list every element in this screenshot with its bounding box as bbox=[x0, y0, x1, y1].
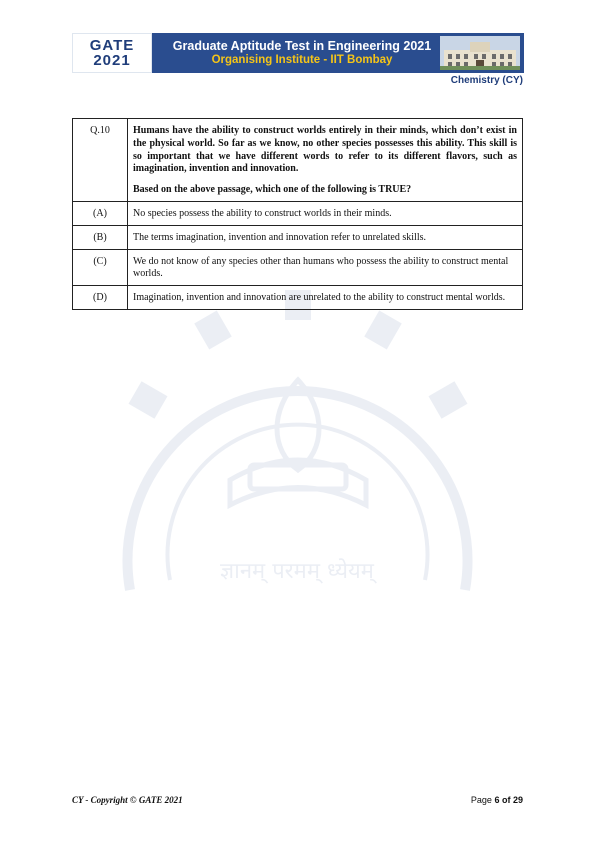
question-row bbox=[73, 119, 523, 202]
banner-title: Graduate Aptitude Test in Engineering 2021 bbox=[172, 39, 432, 54]
question-passage: Humans have the ability to construct worlds entirely in their minds, which don’t exist in the physical world. So far as we know, no other species possesses this ability. This skill is so important that we have different words to refer to its different flavors, such as imagination, invention and innovation. bbox=[133, 125, 517, 175]
option-row-c bbox=[73, 249, 523, 286]
question-text bbox=[128, 119, 523, 202]
question-number: Q.10 bbox=[73, 119, 128, 202]
building-image bbox=[440, 36, 520, 70]
question-prompt: Based on the above passage, which one of the following is TRUE? bbox=[133, 184, 412, 196]
banner-subtitle: Organising Institute - IIT Bombay bbox=[211, 53, 393, 66]
gate-logo bbox=[72, 33, 152, 73]
iit-bombay-watermark bbox=[70, 290, 525, 650]
page-of: of bbox=[501, 795, 511, 805]
watermark-motto: ज्ञानम् परमम् ध्येयम् bbox=[220, 559, 374, 584]
page-prefix: Page bbox=[470, 795, 492, 805]
option-label: (B) bbox=[73, 225, 128, 249]
header-banner bbox=[152, 33, 524, 73]
option-text: We do not know of any species other than humans who possess the ability to construct mental worlds. bbox=[128, 249, 523, 286]
page-number bbox=[471, 795, 523, 805]
option-text: The terms imagination, invention and innovation refer to unrelated skills. bbox=[128, 225, 523, 249]
page-total: 29 bbox=[512, 795, 523, 805]
option-label: (C) bbox=[73, 249, 128, 286]
option-row-d bbox=[73, 286, 523, 310]
logo-line2: 2021 bbox=[93, 52, 131, 69]
option-label: (A) bbox=[73, 201, 128, 225]
page-header bbox=[72, 33, 524, 73]
subject-label: Chemistry (CY) bbox=[450, 75, 523, 86]
option-text: Imagination, invention and innovation are unrelated to the ability to construct mental worlds. bbox=[128, 286, 523, 310]
option-label: (D) bbox=[73, 286, 128, 310]
option-row-b bbox=[73, 225, 523, 249]
logo-line1: GATE bbox=[89, 37, 135, 54]
page-current: 6 bbox=[494, 795, 500, 805]
footer-copyright: CY - Copyright © GATE 2021 bbox=[72, 795, 183, 805]
option-text: No species possess the ability to construct worlds in their minds. bbox=[128, 201, 523, 225]
option-row-a bbox=[73, 201, 523, 225]
question-table bbox=[72, 118, 523, 310]
